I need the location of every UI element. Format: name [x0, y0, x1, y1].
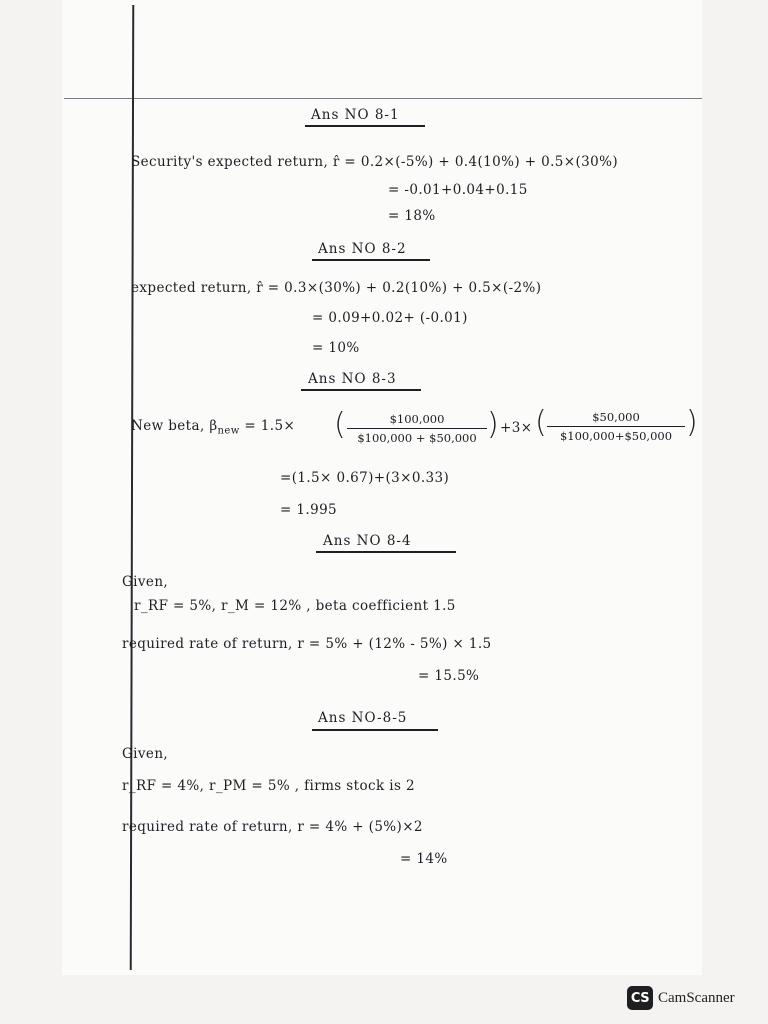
q4-heading-underline	[316, 551, 456, 553]
q3-heading: Ans NO 8-3	[308, 371, 397, 387]
q3-new-beta-label	[131, 418, 295, 440]
q3-fraction-1-denominator: $100,000 + $50,000	[357, 431, 477, 446]
q3-eq: = 1.5×	[244, 418, 296, 434]
q3-paren-open-2: (	[535, 405, 547, 440]
q5-line-2: = 14%	[400, 851, 448, 867]
q3-lead: New beta, β	[131, 418, 218, 434]
q3-line-2: =(1.5× 0.67)+(3×0.33)	[280, 470, 450, 486]
q3-paren-open-1: (	[334, 407, 346, 442]
q1-line-3: = 18%	[388, 208, 436, 224]
q3-fraction-1	[347, 412, 487, 445]
q3-heading-underline	[301, 389, 421, 391]
camscanner-text: CamScanner	[658, 989, 735, 1006]
page-top-rule	[64, 98, 702, 99]
q5-given: Given,	[122, 746, 169, 762]
q4-line-2: = 15.5%	[418, 668, 480, 684]
q3-line-3: = 1.995	[280, 502, 338, 518]
q1-line-1: Security's expected return, r̂ = 0.2×(-5%) + 0.4(10%) + 0.5×(30%)	[131, 154, 619, 170]
q1-line-2: = -0.01+0.04+0.15	[388, 182, 528, 198]
camscanner-logo-icon: CS	[627, 986, 653, 1010]
q1-heading-underline	[305, 125, 425, 127]
q4-variables: r_RF = 5%, r_M = 12% , beta coefficient 1.5	[134, 598, 456, 614]
q2-heading: Ans NO 8-2	[318, 241, 407, 257]
q5-variables: r_RF = 4%, r_PM = 5% , firms stock is 2	[122, 778, 415, 794]
q4-line-1: required rate of return, r = 5% + (12% - 5%) × 1.5	[122, 636, 492, 652]
q5-heading: Ans NO-8-5	[318, 710, 408, 726]
q3-fraction-2	[547, 410, 685, 443]
q3-paren-close-2: )	[686, 405, 698, 440]
q3-fraction-2-denominator: $100,000+$50,000	[559, 429, 673, 444]
q5-heading-underline	[312, 729, 438, 731]
q2-heading-underline	[312, 259, 430, 261]
q2-line-1: expected return, r̂ = 0.3×(30%) + 0.2(10%) + 0.5×(-2%)	[131, 280, 542, 296]
q1-heading: Ans NO 8-1	[311, 107, 400, 123]
q2-line-2: = 0.09+0.02+ (-0.01)	[312, 310, 468, 326]
q5-line-1: required rate of return, r = 4% + (5%)×2	[122, 819, 423, 835]
q4-given: Given,	[122, 574, 169, 590]
camscanner-watermark	[627, 986, 735, 1010]
q3-fraction-2-numerator: $50,000	[592, 410, 640, 424]
q3-plus: +3×	[500, 420, 533, 436]
q3-fraction-1-numerator: $100,000	[389, 412, 445, 426]
q3-paren-close-1: )	[487, 407, 499, 442]
q2-line-3: = 10%	[312, 340, 360, 356]
q3-sub: new	[217, 425, 240, 437]
q4-heading: Ans NO 8-4	[323, 533, 412, 549]
